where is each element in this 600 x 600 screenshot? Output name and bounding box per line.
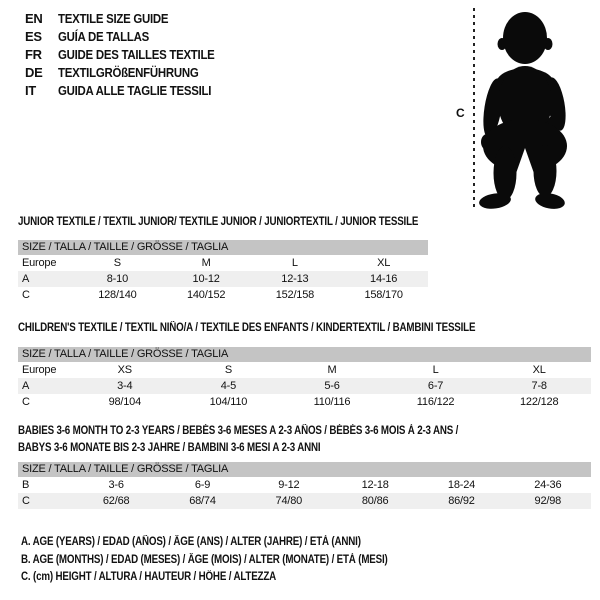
language-row-fr	[25, 46, 236, 64]
babies-title-line2: BABYS 3-6 MONATE BIS 2-3 JAHRE / BAMBINI 3-6 MESI A 2-3 ANNI	[18, 442, 321, 454]
size-cell: 74/80	[246, 493, 332, 509]
language-title: GUIDA ALLE TAGLIE TESSILI	[58, 83, 212, 98]
size-header-bar: SIZE / TALLA / TAILLE / GRÖSSE / TAGLIA	[18, 462, 591, 477]
table-row	[18, 271, 428, 287]
language-code: FR	[25, 47, 42, 62]
size-cell: 3-6	[108, 479, 124, 491]
size-header-bar: SIZE / TALLA / TAILLE / GRÖSSE / TAGLIA	[18, 240, 428, 255]
size-cell: S	[113, 257, 121, 269]
table-row	[18, 287, 428, 303]
language-title: GUIDE DES TAILLES TEXTILE	[58, 47, 215, 62]
language-title: TEXTILGRÖßENFÜHRUNG	[58, 65, 199, 80]
row-label: Europe	[22, 364, 57, 376]
row-label: A	[18, 378, 73, 394]
babies-title-line1: BABIES 3-6 MONTH TO 2-3 YEARS / BEBÉS 3-6 MESES A 2-3 AÑOS / BÉBÉS 3-6 MOIS À 2-3 ANS /	[18, 425, 459, 437]
size-cell: 104/110	[209, 396, 248, 408]
baby-silhouette-figure	[455, 2, 600, 214]
table-row	[18, 255, 428, 271]
size-cell: 152/158	[275, 289, 315, 301]
babies-size-table	[18, 462, 591, 509]
junior-size-table	[18, 240, 428, 303]
size-cell: 158/170	[364, 289, 403, 301]
row-label: B	[22, 479, 30, 491]
size-cell: XL	[532, 364, 546, 376]
size-cell: XL	[377, 257, 391, 269]
size-cell: 7-8	[487, 378, 591, 394]
size-cell: XS	[117, 364, 132, 376]
row-label: C	[22, 396, 30, 408]
size-cell: 86/92	[418, 493, 504, 509]
baby-silhouette	[478, 12, 569, 211]
row-label: C	[18, 493, 73, 509]
legend-line-b: B. AGE (MONTHS) / EDAD (MESES) / ÂGE (MOIS) / ALTER (MONATE) / ETÀ (MESI)	[21, 553, 388, 566]
language-title-list	[25, 10, 236, 100]
size-cell: 12-13	[251, 271, 340, 287]
size-cell: 5-6	[280, 378, 384, 394]
size-cell: 14-16	[339, 271, 428, 287]
size-cell: 122/128	[520, 396, 559, 408]
table-row	[18, 394, 591, 410]
language-row-es	[25, 28, 236, 46]
language-code: ES	[25, 29, 42, 44]
size-cell: 24-36	[534, 479, 562, 491]
size-cell: 140/152	[186, 289, 226, 301]
table-row	[18, 477, 591, 493]
size-cell: L	[291, 257, 298, 269]
babies-section-title	[18, 423, 458, 457]
size-cell: 18-24	[447, 479, 476, 491]
table-row	[18, 362, 591, 378]
language-row-en	[25, 10, 236, 28]
size-cell: 10-12	[162, 271, 251, 287]
language-code: IT	[25, 83, 36, 98]
language-title: GUÍA DE TALLAS	[58, 29, 149, 44]
size-cell: S	[224, 364, 232, 376]
size-cell: L	[432, 364, 439, 376]
measurement-legend	[21, 534, 452, 587]
height-measure-label: C	[456, 106, 465, 120]
size-cell: 80/86	[332, 493, 418, 509]
language-row-it	[25, 82, 236, 100]
size-cell: 68/74	[159, 493, 245, 509]
size-cell: 8-10	[73, 271, 162, 287]
size-cell: M	[327, 364, 337, 376]
size-cell: 12-18	[361, 479, 389, 491]
size-cell: 92/98	[505, 493, 591, 509]
childrens-size-table	[18, 347, 591, 410]
size-cell: M	[201, 257, 211, 269]
table-row	[18, 493, 591, 509]
table-row	[18, 378, 591, 394]
size-cell: 98/104	[108, 396, 142, 408]
size-header-bar: SIZE / TALLA / TAILLE / GRÖSSE / TAGLIA	[18, 347, 591, 362]
row-label: Europe	[22, 257, 57, 269]
language-title: TEXTILE SIZE GUIDE	[58, 11, 169, 26]
row-label: A	[18, 271, 73, 287]
language-code: EN	[25, 11, 43, 26]
size-cell: 6-9	[194, 479, 211, 491]
size-cell: 116/122	[416, 396, 455, 408]
size-cell: 4-5	[177, 378, 281, 394]
legend-line-a: A. AGE (YEARS) / EDAD (AÑOS) / ÂGE (ANS) / ALTER (JAHRE) / ETÀ (ANNI)	[21, 536, 361, 548]
row-label: C	[22, 289, 30, 301]
childrens-section-title: CHILDREN'S TEXTILE / TEXTIL NIÑO/A / TEXTILE DES ENFANTS / KINDERTEXTIL / BAMBINI TESSILE	[18, 322, 476, 334]
size-cell: 9-12	[278, 479, 300, 491]
size-cell: 128/140	[98, 289, 137, 301]
language-row-de	[25, 64, 236, 82]
size-cell: 3-4	[73, 378, 177, 394]
size-cell: 6-7	[384, 378, 488, 394]
legend-line-c: C. (cm) HEIGHT / ALTURA / HAUTEUR / HÖHE / ALTEZZA	[21, 571, 277, 584]
size-cell: 110/116	[313, 396, 351, 408]
junior-section-title: JUNIOR TEXTILE / TEXTIL JUNIOR/ TEXTILE JUNIOR / JUNIORTEXTIL / JUNIOR TESSILE	[18, 216, 419, 228]
size-cell: 62/68	[73, 493, 159, 509]
language-code: DE	[25, 65, 43, 80]
